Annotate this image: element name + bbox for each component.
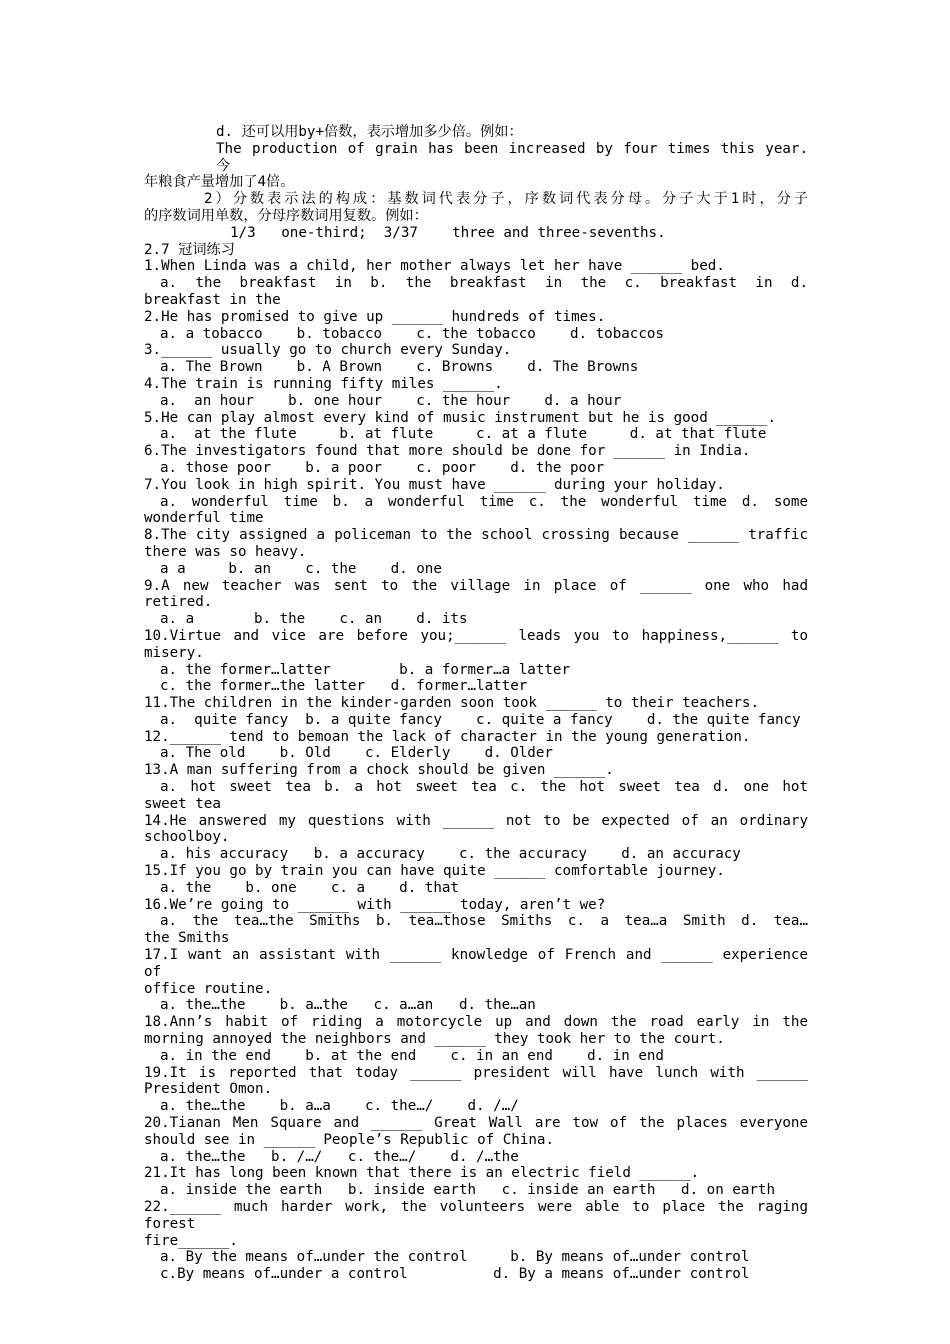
intro-line-6: 1/3 one-third; 3/37 three and three-sevenths. — [230, 224, 666, 241]
answer-options-line: a a b. an c. the d. one — [160, 560, 442, 577]
answer-options-line: a. the tea…the Smiths b. tea…those Smiths c. a tea…a Smith d. tea… — [160, 913, 808, 930]
answer-options-line: a. wonderful time b. a wonderful time c. the wonderful time d. some — [160, 493, 808, 510]
question-line: wonderful time — [144, 510, 264, 527]
question-line: 8.The city assigned a policeman to the school crossing because ______ traffic — [144, 527, 808, 544]
question-line: schoolboy. — [144, 829, 230, 846]
intro-line-5: 的序数词用单数，分母序数词用复数。例如： — [144, 207, 428, 224]
question-line: there was so heavy. — [144, 543, 307, 560]
section-title: 2.7 冠词练习 — [144, 241, 235, 258]
answer-options-line: a. the breakfast in b. the breakfast in the c. breakfast in d. — [160, 275, 808, 292]
question-line: 20.Tianan Men Square and ______ Great Wall are tow of the places everyone — [144, 1115, 808, 1132]
answer-options-line: a. the b. one c. a d. that — [160, 879, 459, 896]
answer-options-line: a. the former…latter b. a former…a latter — [160, 661, 570, 678]
question-line: the Smiths — [144, 930, 230, 947]
exercise-list — [144, 258, 808, 1283]
intro-line-3: 年粮食产量增加了4倍。 — [144, 174, 295, 191]
question-line: 1.When Linda was a child, her mother always let her have ______ bed. — [144, 258, 725, 275]
question-line: 10.Virtue and vice are before you;______ leads you to happiness,______ to — [144, 627, 808, 644]
answer-options-line: a. The old b. Old c. Elderly d. Older — [160, 745, 553, 762]
intro-line-2: The production of grain has been increased by four times this year. 今 — [216, 140, 808, 174]
answer-options-line: c.By means of…under a control d. By a means of…under control — [160, 1266, 750, 1283]
question-line: sweet tea — [144, 795, 221, 812]
question-line: should see in ______ People’s Republic of China. — [144, 1131, 554, 1148]
question-line: 4.The train is running fifty miles ______. — [144, 375, 503, 392]
question-line: 7.You look in high spirit. You must have ______ during your holiday. — [144, 476, 725, 493]
question-line: 15.If you go by train you can have quite ______ comfortable journey. — [144, 863, 725, 880]
answer-options-line: a. a b. the c. an d. its — [160, 611, 468, 628]
document-page — [144, 124, 808, 1283]
answer-options-line: a. the…the b. a…the c. a…an d. the…an — [160, 997, 536, 1014]
intro-line-4: 2）分数表示法的构成：基数词代表分子，序数词代表分母。分子大于1时，分子 — [204, 191, 808, 208]
question-line: 9.A new teacher was sent to the village in place of ______ one who had retired. — [144, 577, 808, 611]
question-line: office routine. — [144, 980, 273, 997]
question-line: 22.______ much harder work, the volunteers were able to place the raging forest — [144, 1199, 808, 1232]
answer-options-line: c. the former…the latter d. former…latter — [160, 678, 528, 695]
question-line: 17.I want an assistant with ______ knowledge of French and ______ experience of — [144, 947, 808, 980]
answer-options-line: a. the…the b. /…/ c. the…/ d. /…the — [160, 1148, 519, 1165]
question-line: 6.The investigators found that more should be done for ______ in India. — [144, 443, 751, 460]
question-line: 3.______ usually go to church every Sunday. — [144, 342, 512, 359]
question-line: 14.He answered my questions with ______ not to be expected of an ordinary — [144, 812, 808, 829]
answer-options-line: a. By the means of…under the control b. By means of…under control — [160, 1249, 750, 1266]
question-line: 18.Ann’s habit of riding a motorcycle up and down the road early in the — [144, 1014, 808, 1031]
question-line: 13.A man suffering from a chock should be given ______. — [144, 762, 614, 779]
answer-options-line: a. The Brown b. A Brown c. Browns d. The Browns — [160, 359, 639, 376]
answer-options-line: a. hot sweet tea b. a hot sweet tea c. the hot sweet tea d. one hot — [160, 779, 808, 796]
question-line: 16.We’re going to ______ with ______ today, aren’t we? — [144, 896, 606, 913]
answer-options-line: a. the…the b. a…a c. the…/ d. /…/ — [160, 1098, 519, 1115]
answer-options-line: a. at the flute b. at flute c. at a flute d. at that flute — [160, 426, 767, 443]
question-line: fire______. — [144, 1232, 238, 1249]
question-line: 2.He has promised to give up ______ hundreds of times. — [144, 308, 606, 325]
question-line: 21.It has long been known that there is an electric field ______. — [144, 1165, 700, 1182]
question-line: breakfast in the — [144, 291, 281, 308]
answer-options-line: a. inside the earth b. inside earth c. inside an earth d. on earth — [160, 1182, 775, 1199]
question-line: morning annoyed the neighbors and ______ they took her to the court. — [144, 1031, 725, 1048]
question-line: 12.______ tend to bemoan the lack of character in the young generation. — [144, 728, 751, 745]
question-line: misery. — [144, 644, 204, 661]
question-line: 5.He can play almost every kind of music instrument but he is good ______. — [144, 409, 777, 426]
answer-options-line: a. those poor b. a poor c. poor d. the poor — [160, 459, 605, 476]
answer-options-line: a. a tobacco b. tobacco c. the tobacco d. tobaccos — [160, 325, 664, 342]
question-line: President Omon. — [144, 1081, 273, 1098]
answer-options-line: a. quite fancy b. a quite fancy c. quite a fancy d. the quite fancy — [160, 711, 801, 728]
answer-options-line: a. his accuracy b. a accuracy c. the accuracy d. an accuracy — [160, 846, 741, 863]
answer-options-line: a. an hour b. one hour c. the hour d. a hour — [160, 392, 622, 409]
answer-options-line: a. in the end b. at the end c. in an end d. in end — [160, 1047, 664, 1064]
question-line: 11.The children in the kinder-garden soon took ______ to their teachers. — [144, 695, 759, 712]
question-line: 19.It is reported that today ______ president will have lunch with ______ — [144, 1064, 808, 1081]
intro-line-1: d. 还可以用by+倍数，表示增加多少倍。例如： — [216, 124, 523, 140]
